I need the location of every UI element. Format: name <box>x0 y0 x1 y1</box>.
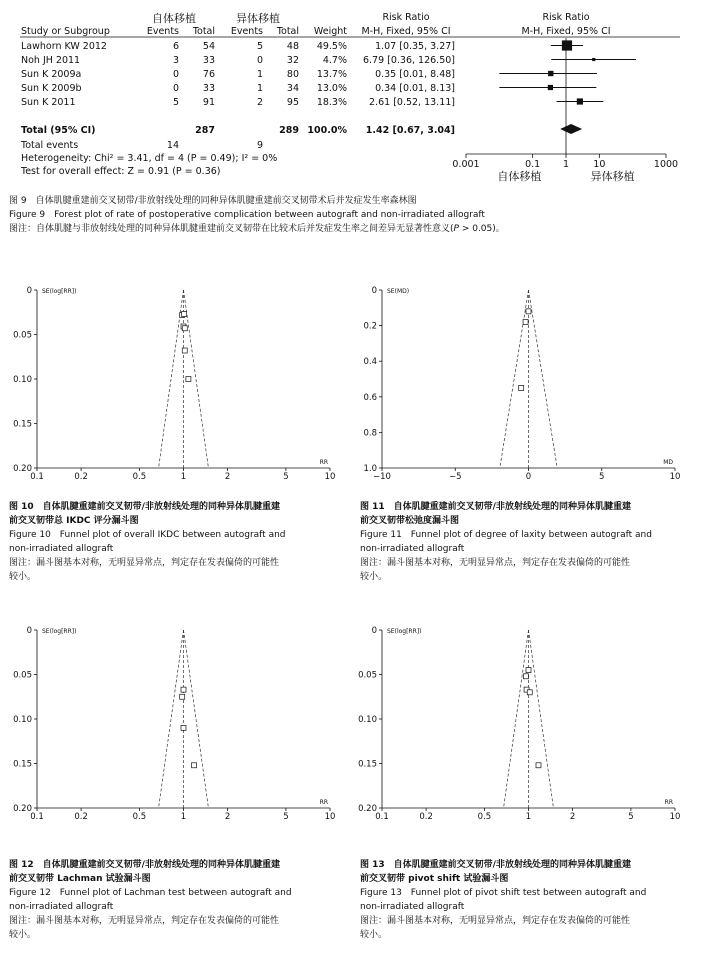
y-tick-label: 0.05 <box>13 330 32 341</box>
study-point <box>523 320 528 325</box>
events-auto: 3 <box>172 55 179 66</box>
y-tick-label: 0.20 <box>13 464 32 474</box>
x-tick-label: 10 <box>324 812 336 820</box>
total-auto: 91 <box>202 97 215 108</box>
study-weight: 4.7% <box>322 55 347 66</box>
study-point <box>182 312 187 317</box>
funnel-plot-lachman <box>0 620 340 820</box>
fig12-caption-en-1: Figure 12 Funnel plot of Lachman test between autograft and <box>9 888 292 898</box>
study-point <box>527 690 532 695</box>
fig9-note-p: P <box>453 224 459 234</box>
study-point <box>182 348 187 353</box>
study-weight: 49.5% <box>316 41 347 52</box>
x-tick-label: 5 <box>283 472 289 480</box>
rr-header-method: M-H, Fixed, 95% CI <box>361 26 451 37</box>
y-tick-label: 0.10 <box>358 715 377 725</box>
fig11-caption-cn-1: 图 11 自体肌腱重建前交叉韧带/非放射线处理的同种异体肌腱重建 <box>360 502 631 512</box>
col-weight: Weight <box>313 26 347 37</box>
total-diamond <box>560 124 582 134</box>
y-axis-label: SE(log[RR]) <box>42 288 77 295</box>
fig13-note-2: 较小。 <box>360 930 388 940</box>
events-auto: 5 <box>172 97 179 108</box>
total-auto: 33 <box>202 83 215 94</box>
total-allo: 34 <box>286 83 299 94</box>
x-tick-label: 0.2 <box>74 472 88 480</box>
fig11-caption <box>360 500 652 584</box>
x-axis-label: MD <box>663 459 673 466</box>
y-tick-label: 0.15 <box>358 759 377 770</box>
study-name: Noh JH 2011 <box>21 55 81 66</box>
fig12-caption <box>9 858 292 942</box>
fig11-caption-en-1: Figure 11 Funnel plot of degree of laxity between autograft and <box>360 530 652 540</box>
col-total-2: Total <box>276 26 299 37</box>
y-tick-label: 0 <box>26 286 32 296</box>
x-tick-label: 1 <box>562 159 570 170</box>
total-n-auto: 287 <box>195 125 215 136</box>
x-axis-label: RR <box>319 459 328 466</box>
fig9-note-a: 图注：自体肌腱与非放射线处理的同种异体肌腱重建前交叉韧带在比较术后并发症发生率之间差异无显著性意义( <box>9 224 454 234</box>
study-ci: 2.61 [0.52, 13.11] <box>369 97 455 108</box>
y-tick-label: 0 <box>26 626 32 636</box>
x-axis-label: RR <box>664 799 673 806</box>
heterogeneity: Heterogeneity: Chi² = 3.41, df = 4 (P = 0.49); I² = 0% <box>21 153 278 164</box>
plot-header-method: M-H, Fixed, 95% CI <box>521 26 611 37</box>
study-name: Lawhorn KW 2012 <box>21 41 107 52</box>
total-ci: 1.42 [0.67, 3.04] <box>365 125 455 136</box>
study-weight: 18.3% <box>316 97 347 108</box>
funnel-plot-laxity <box>345 280 690 480</box>
study-point <box>519 385 524 390</box>
study-point <box>526 309 531 314</box>
funnel-left-bound <box>500 290 529 468</box>
x-tick-label: 0.2 <box>419 812 433 820</box>
fig10-caption <box>9 500 286 584</box>
funnel-left-bound <box>159 630 184 808</box>
fig10-note-2: 较小。 <box>9 572 37 582</box>
events-allo: 2 <box>256 97 263 108</box>
study-point <box>526 668 531 673</box>
events-allo: 0 <box>256 55 263 66</box>
study-weight: 13.0% <box>316 83 347 94</box>
x-tick-label: 2 <box>224 472 231 480</box>
y-tick-label: 0.10 <box>13 715 32 725</box>
y-tick-label: 0.4 <box>363 357 377 368</box>
total-auto: 54 <box>202 41 215 52</box>
x-tick-label: 2 <box>569 812 576 820</box>
x-tick-label: 10 <box>669 812 681 820</box>
funnel-right-bound <box>184 630 209 808</box>
study-ci: 1.07 [0.35, 3.27] <box>375 41 455 52</box>
favours-auto: 自体移植 <box>497 170 542 183</box>
fig13-note-1: 图注：漏斗图基本对称，无明显异常点，判定存在发表偏倚的可能性 <box>360 916 631 926</box>
x-tick-label: −5 <box>448 472 462 480</box>
rr-header-title: Risk Ratio <box>382 12 430 23</box>
y-tick-label: 0.2 <box>363 321 377 332</box>
fig13-caption-cn-1: 图 13 自体肌腱重建前交叉韧带/非放射线处理的同种异体肌腱重建 <box>360 860 631 870</box>
x-tick-label: 0.001 <box>452 159 480 170</box>
x-tick-label: 1 <box>180 472 187 480</box>
x-tick-label: 5 <box>599 472 605 480</box>
study-point <box>536 763 541 768</box>
total-events-label: Total events <box>21 140 79 151</box>
study-point <box>181 687 186 692</box>
y-tick-label: 0.05 <box>358 670 377 681</box>
x-tick-label: 1 <box>525 812 532 820</box>
y-tick-label: 0.20 <box>358 804 377 814</box>
col-study: Study or Subgroup <box>21 26 110 37</box>
study-point <box>182 326 187 331</box>
col-total-1: Total <box>192 26 215 37</box>
funnel-right-bound <box>529 630 554 808</box>
favours-allo: 异体移植 <box>590 170 635 183</box>
fig13-caption <box>360 858 646 942</box>
x-tick-label: 0.5 <box>132 812 147 820</box>
fig9-note <box>9 222 505 236</box>
y-tick-label: 0 <box>371 286 377 296</box>
y-tick-label: 0.15 <box>13 419 32 430</box>
x-tick-label: 1000 <box>653 159 679 170</box>
fig13-caption-en-1: Figure 13 Funnel plot of pivot shift test between autograft and <box>360 888 647 898</box>
fig9-caption <box>9 194 505 236</box>
total-events-allo: 9 <box>256 140 263 151</box>
col-events-1: Events <box>146 26 179 37</box>
plot-header-title: Risk Ratio <box>542 12 590 23</box>
total-allo: 32 <box>286 55 299 66</box>
y-tick-label: 0.10 <box>13 375 32 385</box>
events-auto: 0 <box>172 69 179 80</box>
study-square <box>562 40 572 50</box>
x-tick-label: 0.1 <box>30 812 44 820</box>
total-events-auto: 14 <box>166 140 179 151</box>
x-tick-label: 0.5 <box>132 472 147 480</box>
y-tick-label: 0.6 <box>363 392 377 403</box>
fig10-note-1: 图注：漏斗图基本对称，无明显异常点，判定存在发表偏倚的可能性 <box>9 558 280 568</box>
study-square <box>548 85 553 90</box>
group-header-auto: 自体移植 <box>152 12 196 25</box>
study-ci: 0.34 [0.01, 8.13] <box>375 83 455 94</box>
x-tick-label: −10 <box>373 472 391 480</box>
fig10-caption-cn-1: 图 10 自体肌腱重建前交叉韧带/非放射线处理的同种异体肌腱重建 <box>9 502 280 512</box>
fig10-caption-en-2: non-irradiated allograft <box>9 544 114 554</box>
total-allo: 80 <box>286 69 299 80</box>
fig11-note-1: 图注：漏斗图基本对称，无明显异常点，判定存在发表偏倚的可能性 <box>360 558 631 568</box>
fig13-caption-cn-2: 前交叉韧带 pivot shift 试验漏斗图 <box>360 874 509 884</box>
x-tick-label: 2 <box>224 812 231 820</box>
funnel-right-bound <box>529 290 558 468</box>
x-axis-label: RR <box>319 799 328 806</box>
fig12-caption-en-2: non-irradiated allograft <box>9 902 114 912</box>
study-ci: 0.35 [0.01, 8.48] <box>375 69 455 80</box>
x-tick-label: 0.1 <box>375 812 389 820</box>
total-auto: 76 <box>202 69 215 80</box>
fig11-caption-en-2: non-irradiated allograft <box>360 544 465 554</box>
events-auto: 6 <box>172 41 179 52</box>
x-tick-label: 10 <box>669 472 681 480</box>
fig11-note-2: 较小。 <box>360 572 388 582</box>
total-weight: 100.0% <box>307 125 347 136</box>
x-tick-label: 5 <box>283 812 289 820</box>
events-auto: 0 <box>172 83 179 94</box>
x-tick-label: 5 <box>628 812 634 820</box>
events-allo: 1 <box>256 83 263 94</box>
study-square <box>592 58 595 61</box>
y-tick-label: 0.20 <box>13 804 32 814</box>
total-allo: 48 <box>286 41 299 52</box>
forest-plot <box>0 0 702 195</box>
fig9-caption-cn: 图 9 自体肌腱重建前交叉韧带/非放射线处理的同种异体肌腱重建前交叉韧带术后并发症发生率森林图 <box>9 196 417 206</box>
col-events-2: Events <box>230 26 263 37</box>
total-auto: 33 <box>202 55 215 66</box>
x-tick-label: 0.1 <box>30 472 44 480</box>
study-square <box>548 71 553 76</box>
funnel-plot-pivot-shift <box>345 620 690 820</box>
x-tick-label: 0.2 <box>74 812 88 820</box>
y-tick-label: 0.8 <box>363 428 377 439</box>
total-allo: 95 <box>286 97 299 108</box>
group-header-allo: 异体移植 <box>236 12 280 25</box>
overall-effect: Test for overall effect: Z = 0.91 (P = 0.36) <box>21 166 221 177</box>
x-tick-label: 0 <box>525 472 532 480</box>
x-tick-label: 1 <box>180 812 187 820</box>
x-tick-label: 0.5 <box>477 812 492 820</box>
study-ci: 6.79 [0.36, 126.50] <box>362 55 455 66</box>
y-tick-label: 1.0 <box>363 464 377 474</box>
study-name: Sun K 2011 <box>21 97 76 108</box>
y-axis-label: SE(MD) <box>387 288 410 295</box>
y-tick-label: 0.05 <box>13 670 32 681</box>
study-square <box>577 98 583 104</box>
fig12-note-2: 较小。 <box>9 930 37 940</box>
fig9-caption-en: Figure 9 Forest plot of rate of postoperative complication between autograft and non-irradiated allograft <box>9 210 485 220</box>
x-tick-label: 10 <box>324 472 336 480</box>
x-tick-label: 0.1 <box>525 159 541 170</box>
fig13-caption-en-2: non-irradiated allograft <box>360 902 465 912</box>
study-name: Sun K 2009a <box>21 69 82 80</box>
total-label: Total (95% CI) <box>21 125 96 136</box>
events-allo: 5 <box>256 41 263 52</box>
study-point <box>523 674 528 679</box>
study-point <box>192 763 197 768</box>
fig12-caption-cn-1: 图 12 自体肌腱重建前交叉韧带/非放射线处理的同种异体肌腱重建 <box>9 860 280 870</box>
funnel-left-bound <box>504 630 529 808</box>
x-tick-label: 10 <box>593 159 606 170</box>
funnel-plot-ikdc <box>0 280 340 480</box>
fig10-caption-cn-2: 前交叉韧带总 IKDC 评分漏斗图 <box>9 516 139 526</box>
study-weight: 13.7% <box>316 69 347 80</box>
events-allo: 1 <box>256 69 263 80</box>
study-point <box>186 377 191 382</box>
study-name: Sun K 2009b <box>21 83 82 94</box>
y-tick-label: 0 <box>371 626 377 636</box>
total-n-allo: 289 <box>279 125 299 136</box>
y-tick-label: 0.15 <box>13 759 32 770</box>
fig11-caption-cn-2: 前交叉韧带松弛度漏斗图 <box>360 516 460 526</box>
fig9-note-b: > 0.05)。 <box>458 224 505 234</box>
y-axis-label: SE(log[RR]) <box>42 628 77 635</box>
fig12-note-1: 图注：漏斗图基本对称，无明显异常点，判定存在发表偏倚的可能性 <box>9 916 280 926</box>
study-point <box>180 694 185 699</box>
y-axis-label: SE(log[RR]) <box>387 628 422 635</box>
study-point <box>181 725 186 730</box>
fig10-caption-en-1: Figure 10 Funnel plot of overall IKDC between autograft and <box>9 530 286 540</box>
fig12-caption-cn-2: 前交叉韧带 Lachman 试验漏斗图 <box>9 874 151 884</box>
